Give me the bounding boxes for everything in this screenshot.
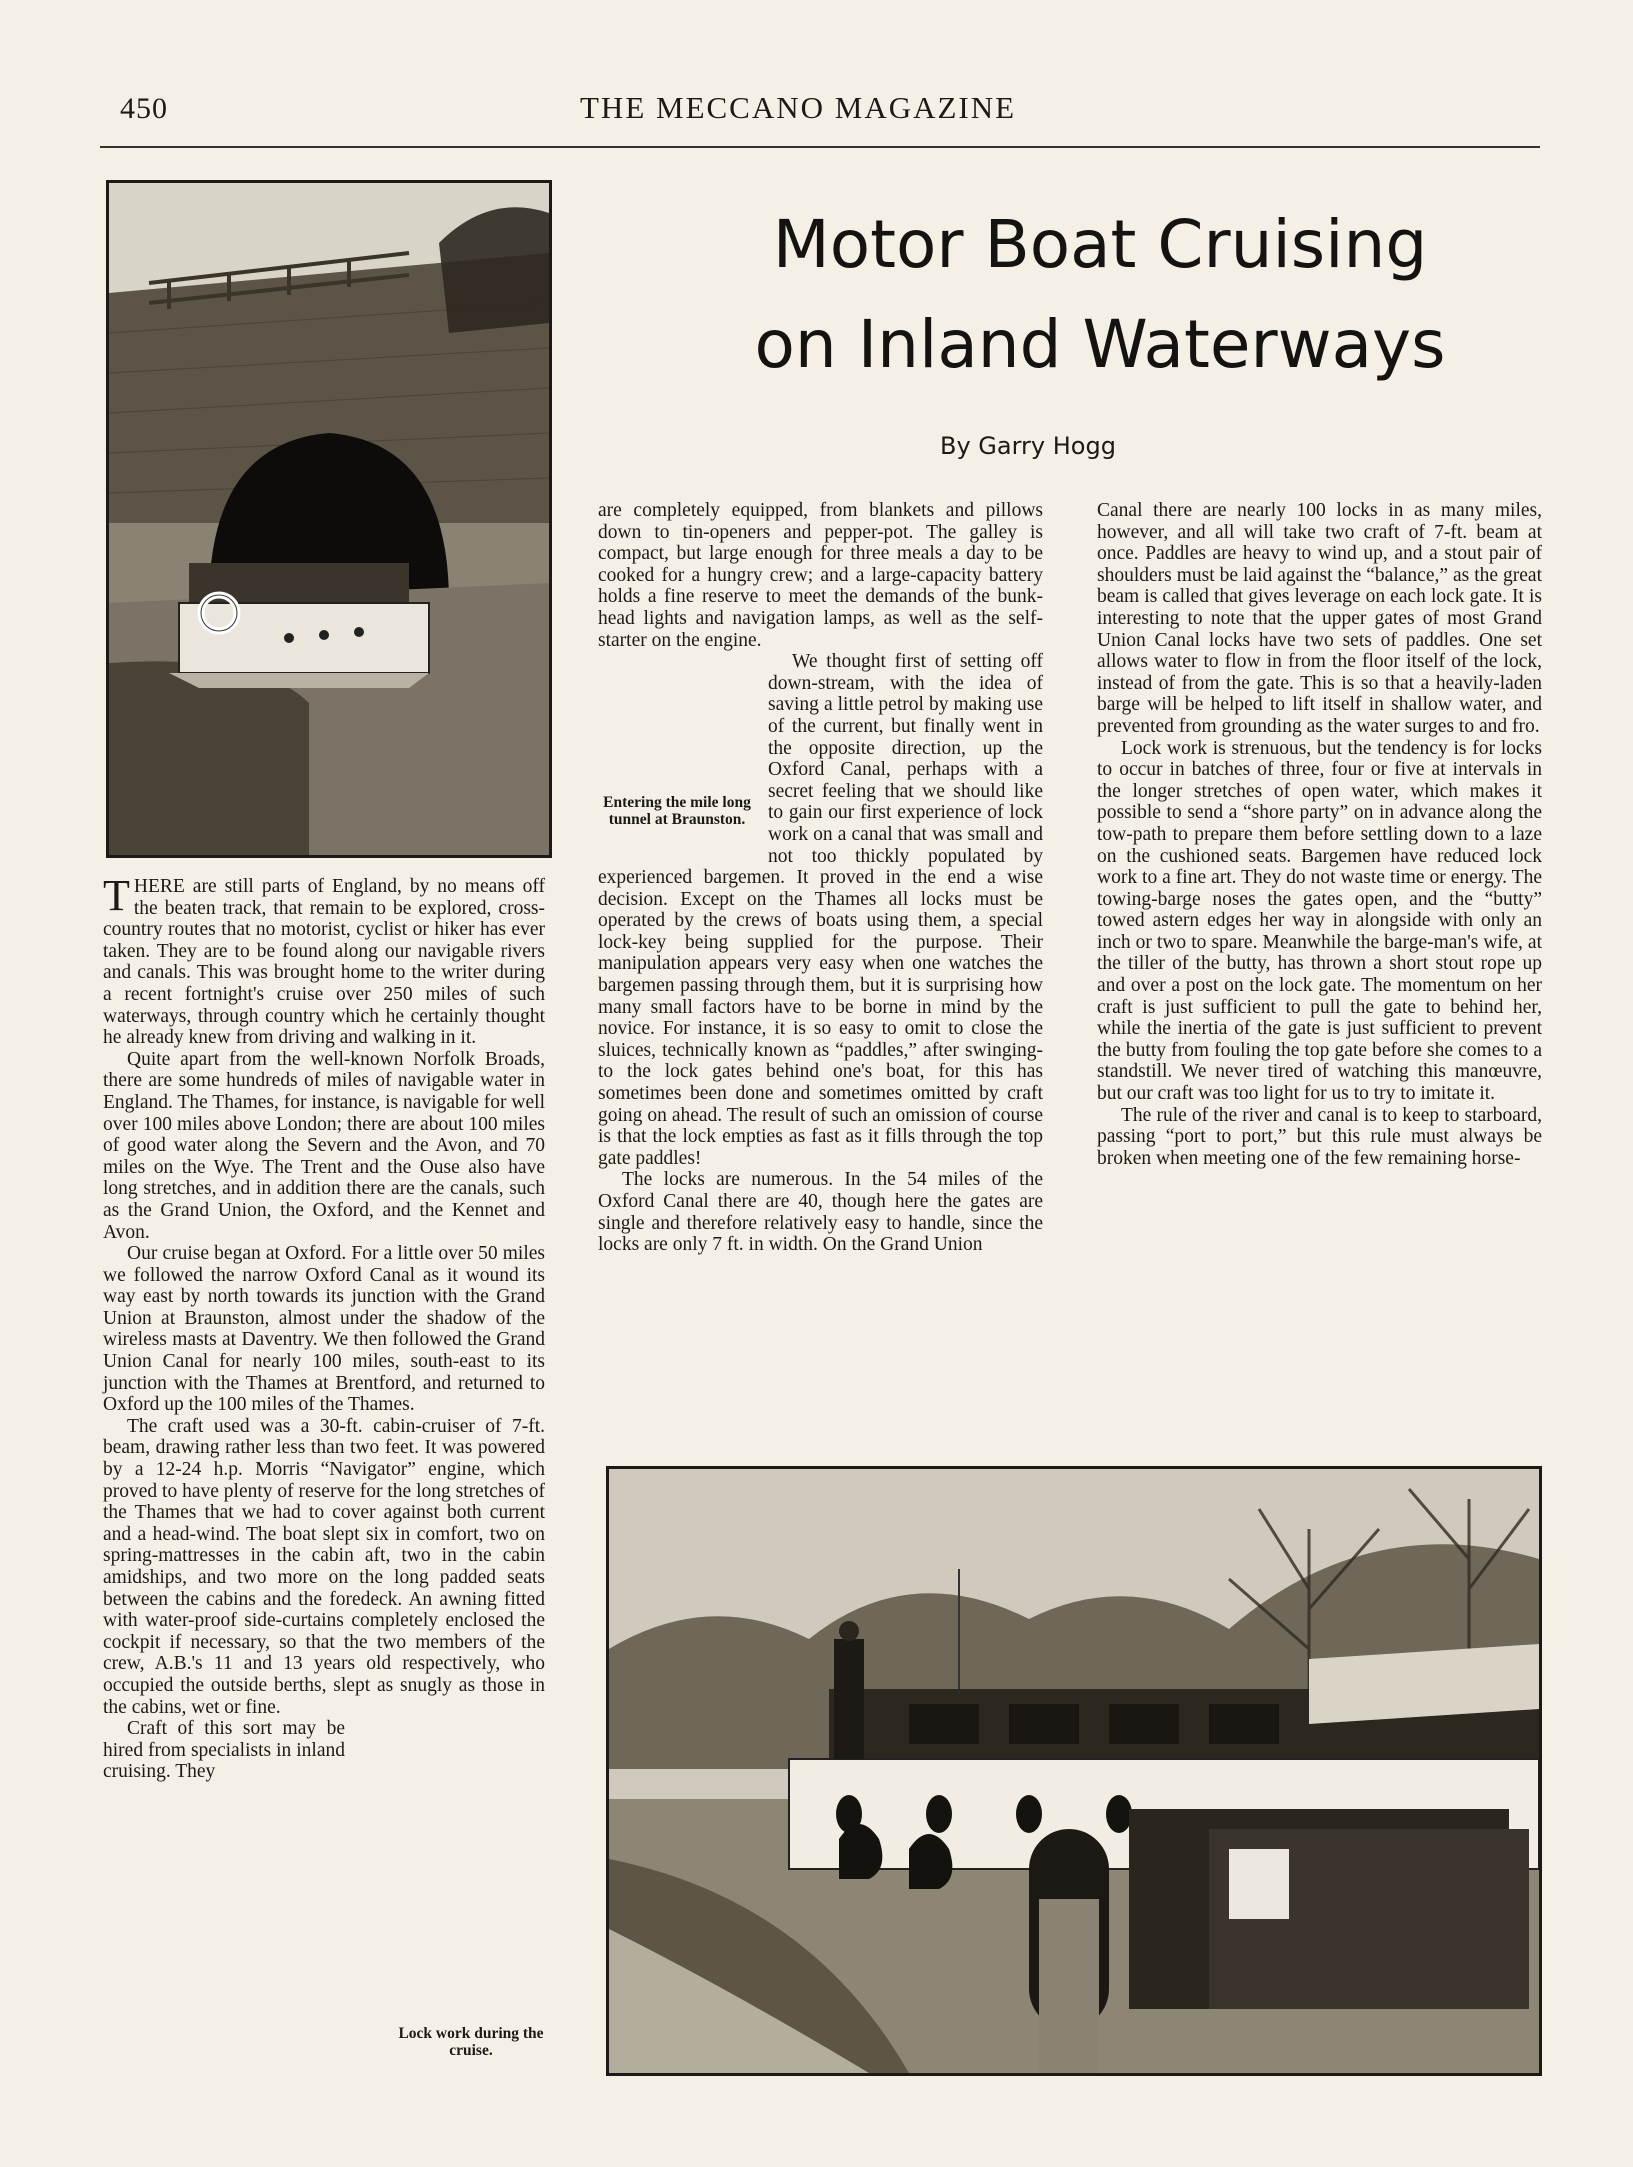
paragraph: The craft used was a 30-ft. cabin-cruiser of 7-ft. beam, drawing rather less than two feet. It was powered by a 12-24 h.p. Morris “Navigator” engine, which proved to have plenty of reserve for the long stretches of the Thames that we had to cover against both current and a head-wind. The boat slept six in comfort, two on spring-mattresses in the cabin aft, two in the cabin amidships, and two more on the long padded seats between the cabins and the foredeck. An awning fitted with water-proof side-curtains completely enclosed the cockpit if necessary, so that the two members of the crew, A.B.'s 11 and 13 years old respectively, who occupied the outside berths, slept as snugly as those in the cabins, wet or fine. — [103, 1415, 545, 1718]
drop-cap: T — [103, 871, 130, 920]
header-rule — [100, 146, 1540, 148]
paragraph-text: Craft of this sort may be hired from specialists in inland cruising. They — [103, 1718, 345, 1783]
paragraph: The rule of the river and canal is to keep to starboard, passing “port to port,” but this rule must always be broken when meeting one of the few remaining horse- — [1097, 1104, 1542, 1169]
text-column-1 — [103, 871, 545, 1783]
text-column-3 — [1097, 500, 1542, 1169]
paragraph — [103, 1718, 545, 1783]
running-head: THE MECCANO MAGAZINE — [580, 90, 1017, 125]
text-column-2 — [598, 500, 1043, 1256]
article-title-line-2: on Inland Waterways — [754, 306, 1446, 383]
paragraph: Lock work is strenuous, but the tendency is for locks to occur in batches of three, four or five at intervals in the longer stretches of open water, which makes it possible to send a “shore party” on in advance along the tow-path to prepare them before settling down to a laze on the cushioned seats. Bargemen have reduced lock work to a fine art. They do not waste time or energy. The towing-barge noses the gates open, and the “butty” towed astern edges her way in alongside with only an inch or two to spare. Meanwhile the barge-man's wife, at the tiller of the butty, has thrown a short stout rope up and over a post on the lock gate. The momentum on her craft is just sufficient to pull the gate to behind her, while the inertia of the gate is just sufficient to prevent the butty from fouling the top gate before she comes to a standstill. We never tired of watching this manœuvre, but our craft was too light for us to try to imitate it. — [1097, 737, 1542, 1105]
byline: By Garry Hogg — [940, 432, 1116, 460]
paragraph: The locks are numerous. In the 54 miles of the Oxford Canal there are 40, though here the gates are single and therefore relatively easy to handle, since the locks are only 7 ft. in width. On the Grand Union — [598, 1169, 1043, 1256]
page-number: 450 — [120, 92, 168, 125]
photo-tunnel-entrance — [106, 180, 552, 858]
paragraph-text: HERE are still parts of England, by no means off the beaten track, that remain to be explored, cross-country routes that no motorist, cyclist or hiker has ever taken. They are to be found along our navigable rivers and canals. This was brought home to the writer during a recent fortnight's cruise over 250 miles of such waterways, through country which he certainly thought he already knew from driving and walking in it. — [103, 876, 545, 1049]
article-title-line-1: Motor Boat Cruising — [772, 206, 1428, 283]
paragraph: We thought first of setting off down-stream, with the idea of saving a little petrol by making use of the current, but finally went in the opposite direction, up the Oxford Canal, perhaps with a secret feeling that we should like to gain our first experience of lock work on a canal that was small and not too thickly populated by experienced bargemen. It proved in the end a wise decision. Except on the Thames all locks must be operated by the crews of boats using them, a special lock-key being supplied for the purpose. Their manipulation appears very easy when one watches the bargemen passing through them, but it is surprising how many small factors have to be borne in mind by the novice. For instance, it is so easy to omit to close the sluices, technically known as “paddles,” after swinging-to the lock gates behind one's boat, for this has sometimes been done and sometimes omitted by craft going on ahead. The result of such an omission of course is that the lock empties as fast as it fills through the top gate paddles! — [598, 651, 1043, 1169]
tunnel-illustration — [109, 183, 549, 855]
caption-lock: Lock work during the cruise. — [398, 2025, 544, 2059]
paragraph: Quite apart from the well-known Norfolk Broads, there are some hundreds of miles of navigable water in England. The Thames, for instance, is navigable for well over 100 miles above London; there are about 100 miles of good water along the Severn and the Avon, and 70 miles on the Wye. The Trent and the Ouse also have long stretches, and in addition there are the canals, such as the Grand Union, the Oxford, and the Kennet and Avon. — [103, 1048, 545, 1243]
paragraph: Our cruise began at Oxford. For a little over 50 miles we followed the narrow Oxford Canal as it wound its way east by north towards its junction with the Grand Union at Braunston, almost under the shadow of the wireless masts at Daventry. We then followed the Grand Union Canal for nearly 100 miles, south-east to its junction with the Thames at Brentford, and returned to Oxford up the 100 miles of the Thames. — [103, 1243, 545, 1416]
paragraph: Canal there are nearly 100 locks in as many miles, however, and all will take two craft of 7-ft. beam at once. Paddles are heavy to wind up, and a stout pair of shoulders must be laid against the “balance,” as the great beam is called that gives leverage on each lock gate. It is interesting to note that the upper gates of most Grand Union Canal locks have two sets of paddles. One set allows water to flow in from the floor itself of the lock, instead of from the gate. This is so that a heavily-laden barge will be helped to lift itself in shallow water, and prevented from grounding as the water surges to and fro. — [1097, 500, 1542, 737]
paragraph: are completely equipped, from blankets and pillows down to tin-openers and pepper-pot. The galley is compact, but large enough for three meals a day to be cooked for a hungry crew; and a large-capacity battery holds a fine reserve to meet the demands of the bunk-head lights and navigation lamps, as well as the self-starter on the engine. — [598, 500, 1043, 651]
caption-tunnel: Entering the mile long tunnel at Braunston. — [603, 794, 751, 828]
paragraph — [103, 871, 545, 1049]
lock-illustration — [609, 1469, 1539, 2073]
photo-lock-work — [606, 1466, 1542, 2076]
